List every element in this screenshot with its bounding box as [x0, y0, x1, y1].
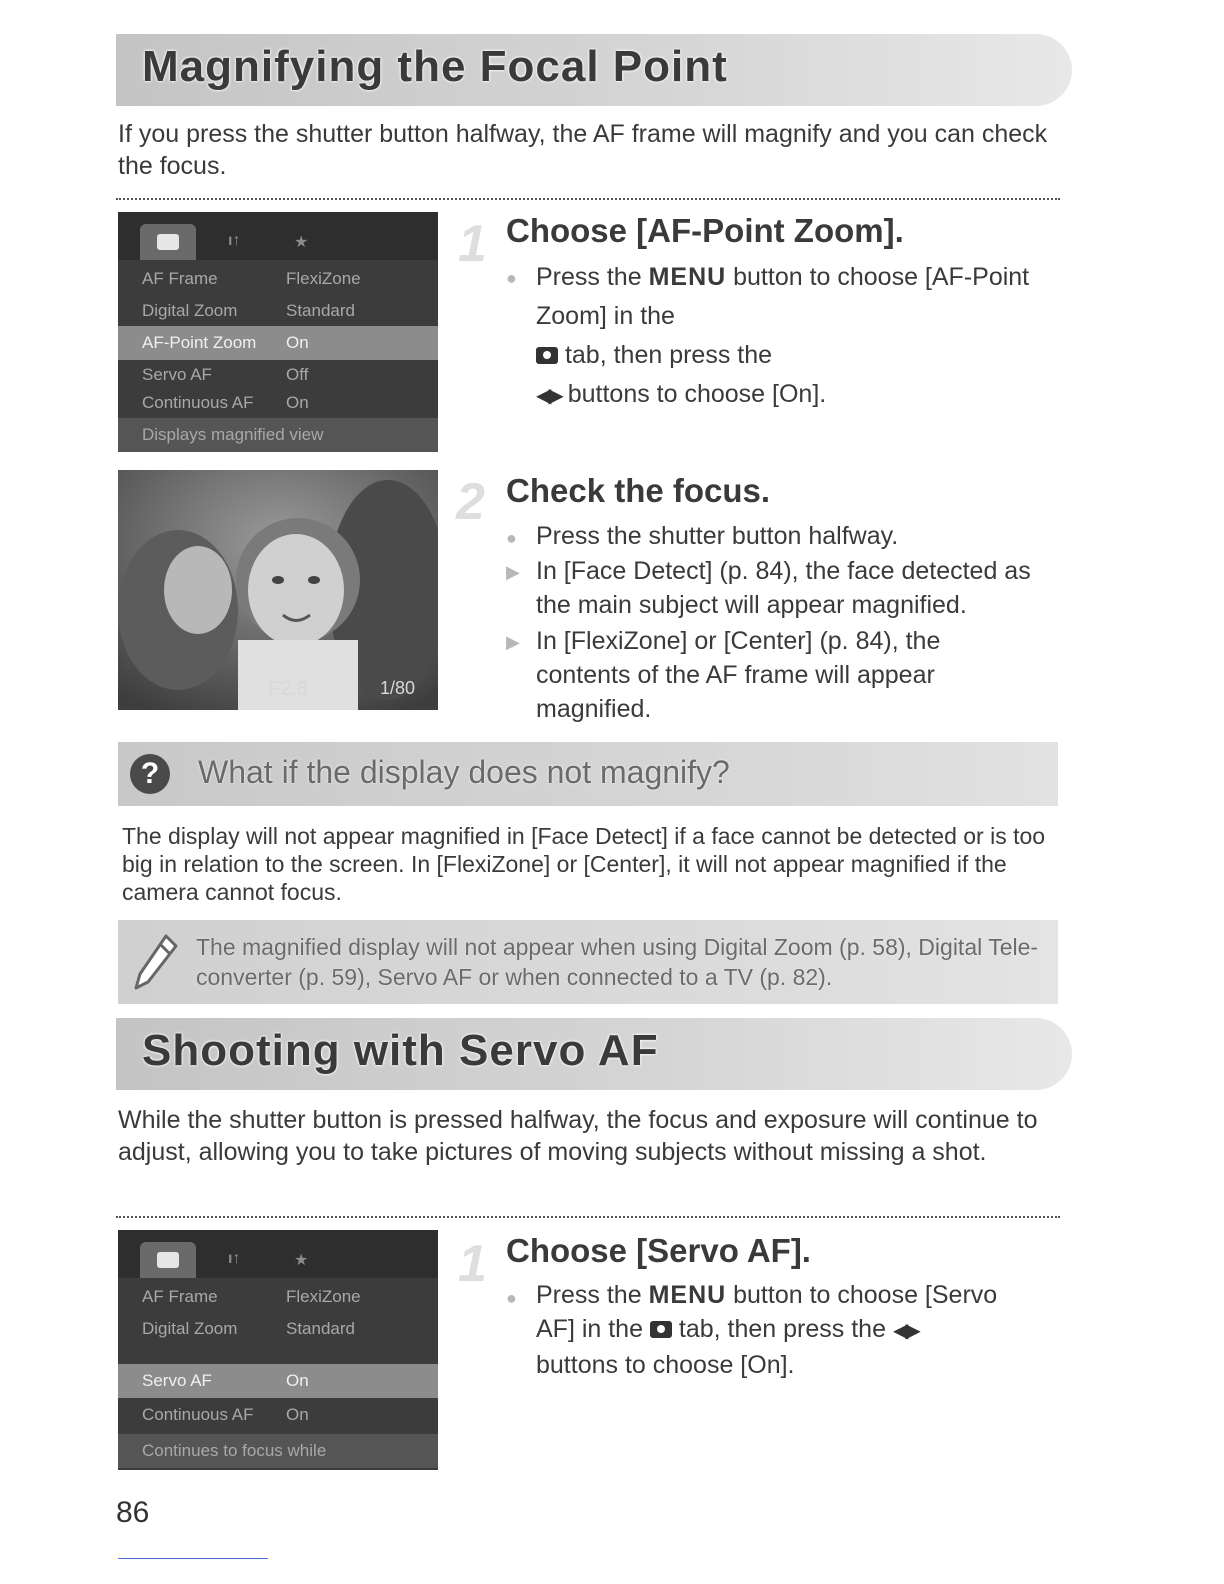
- menu-tabs: [118, 212, 438, 260]
- bullet-icon: ●: [506, 1288, 517, 1308]
- camera-icon: [157, 1252, 179, 1268]
- camera-tab-icon: [536, 347, 558, 364]
- menu-row: AF Frame FlexiZone: [142, 269, 361, 288]
- menu-row: AF Frame FlexiZone: [142, 1287, 361, 1306]
- photo-aperture-readout: F2.8: [268, 678, 309, 700]
- step-number: 2: [456, 473, 485, 531]
- section-header-magnifying: [116, 34, 1072, 106]
- camera-menu-screen: [118, 1230, 438, 1470]
- step-heading: Choose [AF-Point Zoom].: [506, 212, 904, 249]
- tab-shooting: [140, 224, 196, 260]
- menu-row-selected: Servo AF On: [118, 1364, 438, 1398]
- bullet-icon: ●: [506, 268, 517, 288]
- tab-settings: ★: [294, 234, 309, 251]
- result-arrow-icon: ▶: [506, 632, 520, 652]
- section-title: Shooting with Servo AF: [142, 1026, 659, 1075]
- step-bullet: In [Face Detect] (p. 84), the face detected as the main subject will appear magnified.: [536, 557, 1031, 619]
- footer-line: [118, 1558, 268, 1559]
- tab-play: ı↑: [228, 1250, 241, 1267]
- note-box: [118, 920, 1058, 1004]
- note-text: The magnified display will not appear when using Digital Zoom (p. 58), Digital Tele-converter (p. 59), Servo AF or when connected to a TV (p. 82).: [196, 934, 1039, 990]
- section-title: Magnifying the Focal Point: [142, 42, 728, 91]
- bullet-icon: ●: [506, 528, 517, 548]
- menu-row: Servo AF Off: [142, 365, 309, 384]
- step-heading: Check the focus.: [506, 472, 771, 509]
- step-number: 1: [458, 1235, 487, 1293]
- menu-row: Continuous AF On: [142, 393, 309, 412]
- question-title: What if the display does not magnify?: [198, 754, 730, 790]
- tab-shooting: [140, 1242, 196, 1278]
- step-bullet: In [FlexiZone] or [Center] (p. 84), the contents of the AF frame will appear magnified.: [536, 627, 941, 723]
- menu-button-label: MENU: [648, 263, 727, 291]
- step-bullet: Press the shutter button halfway.: [536, 522, 899, 550]
- step-heading: Choose [Servo AF].: [506, 1232, 811, 1269]
- section-intro: If you press the shutter button halfway, the AF frame will magnify and you can check the focus.: [118, 120, 1048, 180]
- camera-icon: [157, 234, 179, 250]
- photo-illustration: [118, 470, 438, 710]
- step-number: 1: [458, 215, 487, 273]
- menu-button-label: MENU: [648, 1281, 727, 1309]
- menu-row-selected: AF-Point Zoom On: [118, 326, 438, 360]
- left-right-arrows-icon: ◀▶: [536, 385, 561, 407]
- question-body: The display will not appear magnified in [Face Detect] if a face cannot be detected or is too big in relation to the screen. In [FlexiZone] or [Center], it will not appear magnified if the camera cannot focus.: [122, 823, 1046, 905]
- focus-preview-photo: [118, 470, 438, 710]
- camera-tab-icon: [650, 1321, 672, 1338]
- menu-row: Digital Zoom Standard: [142, 301, 355, 320]
- step-instructions: Press the MENU button to choose [AF-Point Zoom] in the tab, then press the ◀▶ buttons to choose [On].: [536, 263, 1030, 408]
- result-arrow-icon: ▶: [506, 562, 520, 582]
- menu-row: Digital Zoom Standard: [142, 1319, 355, 1338]
- question-header: [118, 742, 1058, 806]
- menu-hint: Continues to focus while: [118, 1434, 438, 1468]
- pencil-icon: [132, 932, 180, 992]
- camera-menu-screen: [118, 212, 438, 452]
- tab-play: ı↑: [228, 232, 241, 249]
- tab-settings: ★: [294, 1252, 309, 1269]
- section-header-servo: [116, 1018, 1072, 1090]
- menu-tabs: [118, 1230, 438, 1278]
- question-mark-icon: ?: [130, 754, 170, 794]
- photo-shutter-readout: 1/80: [380, 678, 416, 698]
- section-intro: While the shutter button is pressed halfway, the focus and exposure will continue to adjust, allowing you to take pictures of moving subjects without missing a shot.: [118, 1106, 1038, 1166]
- divider: [116, 1216, 1060, 1218]
- left-right-arrows-icon: ◀▶: [892, 1320, 918, 1342]
- menu-hint: Displays magnified view: [118, 418, 438, 452]
- page-number: 86: [116, 1496, 150, 1529]
- step-instructions: Press the MENU button to choose [Servo AF] in the tab, then press the ◀▶ buttons to choose [On].: [536, 1281, 998, 1379]
- menu-row: Continuous AF On: [142, 1405, 309, 1424]
- divider: [116, 198, 1060, 200]
